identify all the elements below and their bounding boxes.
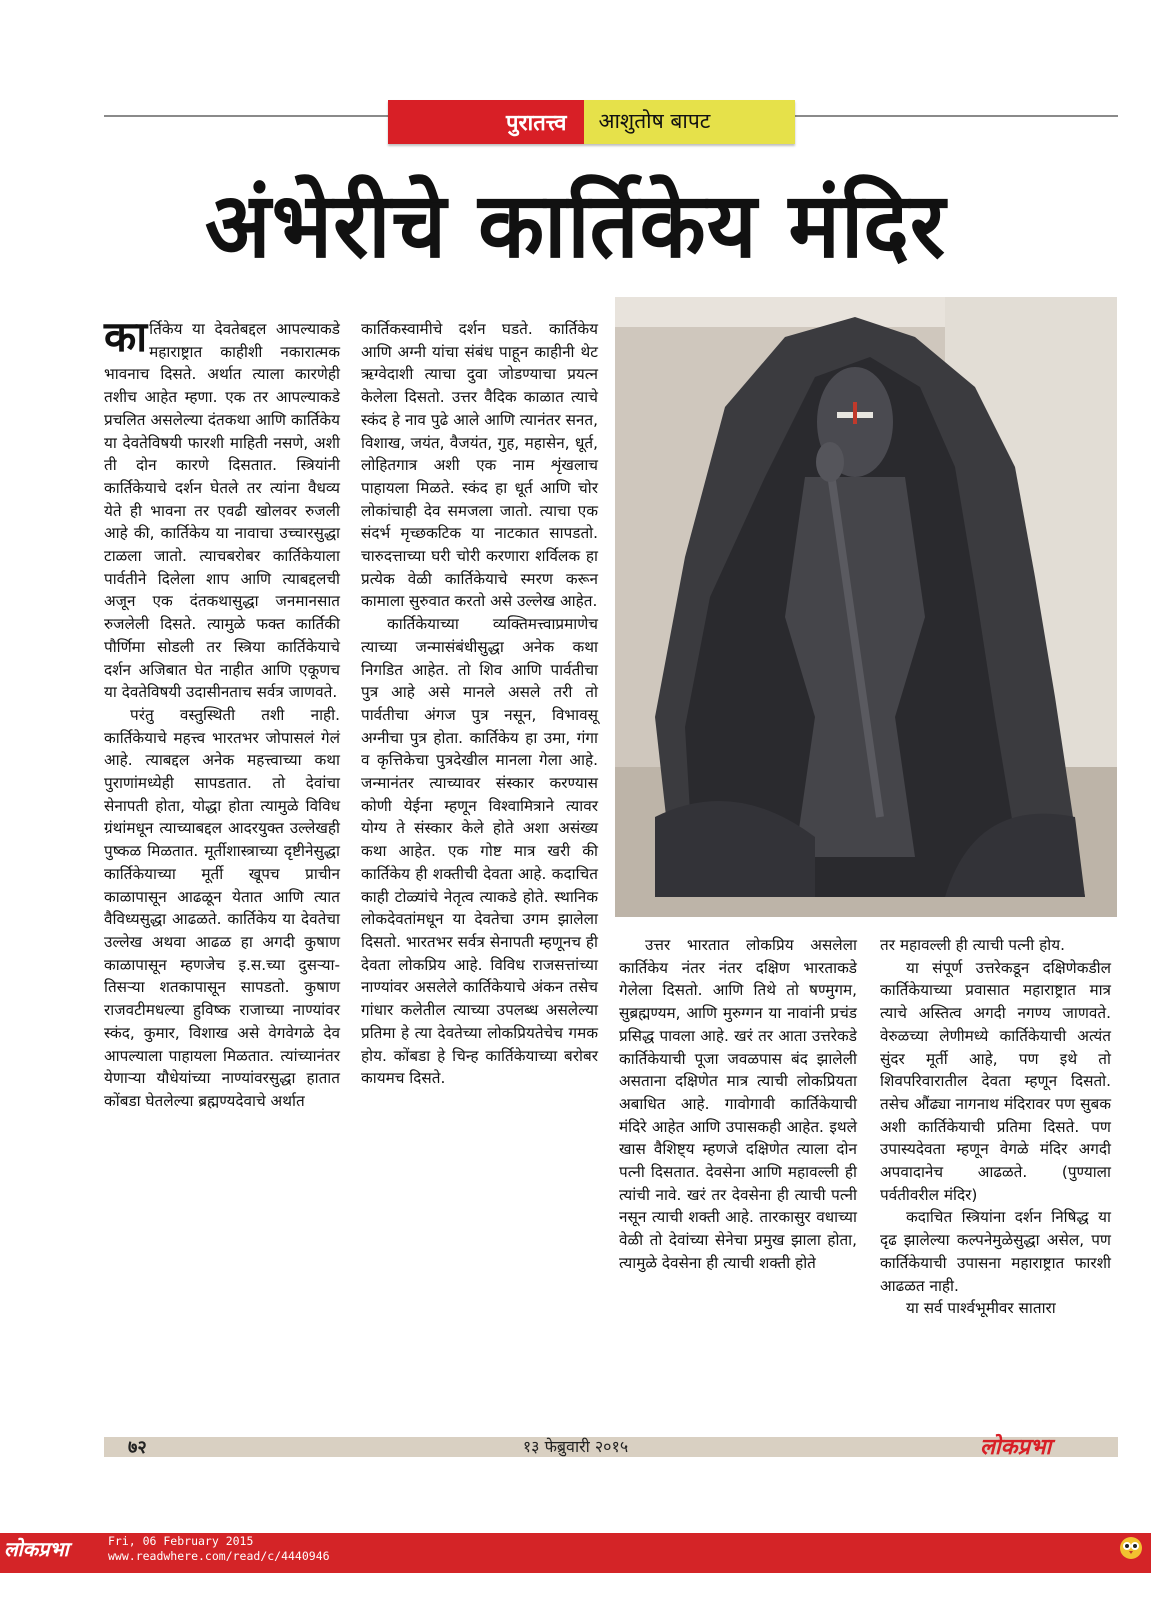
kartikeya-idol-photo	[615, 297, 1117, 917]
article-column-3	[619, 934, 857, 1275]
article-column-2	[361, 318, 598, 1090]
owl-icon[interactable]	[1118, 1534, 1144, 1560]
drop-cap: का	[104, 312, 148, 361]
paragraph: तर महावल्ली ही त्याची पत्नी होय.	[880, 936, 1065, 954]
article-column-4	[880, 934, 1111, 1320]
section-tag	[388, 100, 795, 144]
paragraph: कदाचित स्त्रियांना दर्शन निषिद्ध या दृढ झालेल्या कल्पनेमुळेसुद्धा असेल, पण कार्तिकेयाची उपासना महाराष्ट्रात फारशी आढळत नाही.	[880, 1208, 1111, 1295]
paragraph: कार्तिकेयाच्या व्यक्तिमत्त्वाप्रमाणेच त्याच्या जन्मासंबंधीसुद्धा अनेक कथा निगडित आहेत. तो शिव आणि पार्वतीचा पुत्र आहे असे मानले असले तरी तो पार्वतीचा अंगज पुत्र नसून, विभावसू अग्नीचा पुत्र होता. कार्तिकेय हा उमा, गंगा व कृत्तिकेचा पुत्रदेखील मानला गेला आहे. जन्मानंतर त्याच्यावर संस्कार करण्यास कोणी येईना म्हणून विश्वामित्राने त्यावर योग्य ते संस्कार केले होते अशा असंख्य कथा आहेत. एक गोष्ट मात्र खरी की कार्तिकेय ही शक्तीची देवता आहे. कदाचित काही टोळ्यांचे नेतृत्व त्याकडे होते. स्थानिक लोकदेवतांमधून या देवतेचा उगम झालेला दिसतो. भारतभर सर्वत्र सेनापती म्हणूनच ही देवता लोकप्रिय आहे. विविध राजसत्तांच्या नाण्यांवर असलेले कार्तिकेयाचे अंकन तसेच गांधार कलेतील त्याच्या उपलब्ध असलेल्या प्रतिमा हे त्या देवतेच्या लोकप्रियतेचेच गमक होय. कोंबडा हे चिन्ह कार्तिकेयाच्या बरोबर कायमच दिसते.	[361, 615, 598, 1088]
paragraph: परंतु वस्तुस्थिती तशी नाही. कार्तिकेयाचे महत्त्व भारतभर जोपासलं गेलं आहे. त्याबद्दल अनेक महत्त्वाच्या कथा पुराणांमध्येही सापडतात. तो देवांचा सेनापती होता, योद्धा होता त्यामुळे विविध ग्रंथांमधून त्याच्याबद्दल आदरयुक्त उल्लेखही पुष्कळ मिळतात. मूर्तीशास्त्राच्या दृष्टीनेसुद्धा कार्तिकेयाच्या मूर्ती खूपच प्राचीन काळापासून आढळून येतात आणि त्यात वैविध्यसुद्धा आढळते. कार्तिकेय या देवतेचा उल्लेख अथवा आढळ हा अगदी कुषाण काळापासून म्हणजेच इ.स.च्या दुसऱ्या-तिसऱ्या शतकापासून सापडतो. कुषाण राजवटीमधल्या हुविष्क राजाच्या नाण्यांवर स्कंद, कुमार, विशाख असे वेगवेगळे देव आपल्याला पाहायला मिळतात. त्यांच्यानंतर येणाऱ्या यौधेयांच्या नाण्यांवरसुद्धा हातात कोंबडा घेतलेल्या ब्रह्मण्यदेवाचे अर्थात	[104, 705, 340, 1110]
section-label: पुरातत्त्व	[388, 100, 584, 144]
reader-date: Fri, 06 February 2015	[108, 1534, 254, 1548]
paragraph: कार्तिकस्वामीचे दर्शन घडते. कार्तिकेय आणि अग्नी यांचा संबंध पाहून काहीनी थेट ऋग्वेदाशी त्याचा दुवा जोडण्याचा प्रयत्न केलेला दिसतो. उत्तर वैदिक काळात त्याचे स्कंद हे नाव पुढे आले आणि त्यानंतर सनत, विशाख, जयंत, वैजयंत, गुह, महासेन, धूर्त, लोहितगात्र अशी एक नाम शृंखलाच पाहायला मिळते. स्कंद हा धूर्त आणि चोर लोकांचाही देव समजला जातो. त्याचा एक संदर्भ मृच्छकटिक या नाटकात सापडतो. चारुदत्ताच्या घरी चोरी करणारा शर्विलक हा प्रत्येक वेळी कार्तिकेयाचे स्मरण करून कामाला सुरुवात करतो असे उल्लेख आहेत.	[361, 320, 598, 611]
magazine-brand: लोकप्रभा	[980, 1435, 1052, 1460]
paragraph: या सर्व पार्श्वभूमीवर सातारा	[906, 1299, 1056, 1318]
idol-illustration	[615, 297, 1117, 917]
paragraph: या संपूर्ण उत्तरेकडून दक्षिणेकडील कार्तिकेयाच्या प्रवासात महाराष्ट्रात मात्र त्याचे अस्तित्व अगदी नगण्य जाणवते. वेरुळच्या लेणीमध्ये कार्तिकेयाची अत्यंत सुंदर मूर्ती आहे, पण इथे तो शिवपरिवारातील देवता म्हणून दिसतो. तसेच औंढ्या नागनाथ मंदिरावर पण सुबक अशी कार्तिकेयाची प्रतिमा दिसते. पण उपास्यदेवता म्हणून वेगळे मंदिर अगदी अपवादानेच आढळते. (पुण्याला पर्वतीवरील मंदिर)	[880, 958, 1111, 1204]
reader-meta	[108, 1534, 330, 1564]
reader-logo[interactable]: लोकप्रभा	[4, 1537, 69, 1561]
paragraph	[104, 312, 340, 704]
paragraph: उत्तर भारतात लोकप्रिय असलेला कार्तिकेय नंतर नंतर दक्षिण भारताकडे गेलेला दिसतो. आणि तिथे तो षण्मुगम, सुब्रह्मण्यम, आणि मुरुग्गन या नावांनी प्रचंड प्रसिद्ध पावला आहे. खरं तर आता उत्तरेकडे कार्तिकेयाची पूजा जवळपास बंद झालेली असताना दक्षिणेत मात्र त्याची लोकप्रियता अबाधित आहे. गावोगावी कार्तिकेयाची मंदिरे आहेत आणि उपासकही आहेत. इथले खास वैशिष्ट्य म्हणजे दक्षिणेत त्याला दोन पत्नी दिसतात. देवसेना आणि महावल्ली ही त्यांची नावे. खरं तर देवसेना ही त्याची पत्नी नसून त्याची शक्ती आहे. तारकासुर वधाच्या वेळी तो देवांच्या सेनेचा प्रमुख झाला होता, त्यामुळे देवसेना ही त्याची शक्ती होते	[619, 936, 857, 1272]
issue-date: १३ फेब्रुवारी २०१५	[522, 1437, 629, 1456]
page-number: ७२	[128, 1437, 147, 1458]
article-column-1	[104, 312, 340, 1113]
reader-url[interactable]: www.readwhere.com/read/c/4440946	[108, 1549, 330, 1563]
article-headline: अंभेरीचे कार्तिकेय मंदिर	[204, 173, 947, 279]
paragraph-text: र्तिकेय या देवतेबद्दल आपल्याकडे महाराष्ट्रात काहीशी नकारात्मक भावनाच दिसते. अर्थात त्याला कारणेही तशीच आहेत म्हणा. एक तर आपल्याकडे प्रचलित असलेल्या दंतकथा आणि कार्तिकेय या देवतेविषयी फारशी माहिती नसणे, अशी ती दोन कारणे दिसतात. स्त्रियांनी कार्तिकेयाचे दर्शन घेतले तर त्यांना वैधव्य येते ही भावना तर एवढी खोलवर रुजली आहे की, कार्तिकेय या नावाचा उच्चारसुद्धा टाळला जातो. त्याचबरोबर कार्तिकेयाला पार्वतीने दिलेला शाप आणि त्याबद्दलची अजून एक दंतकथासुद्धा जनमानसात रुजलेली दिसते. त्यामुळे फक्त कार्तिकी पौर्णिमा सोडली तर स्त्रिया कार्तिकेयाचे दर्शन अजिबात घेत नाहीत आणि एकूणच या देवतेविषयी उदासीनताच सर्वत्र जाणवते.	[104, 320, 340, 702]
author-label: आशुतोष बापट	[584, 100, 795, 144]
